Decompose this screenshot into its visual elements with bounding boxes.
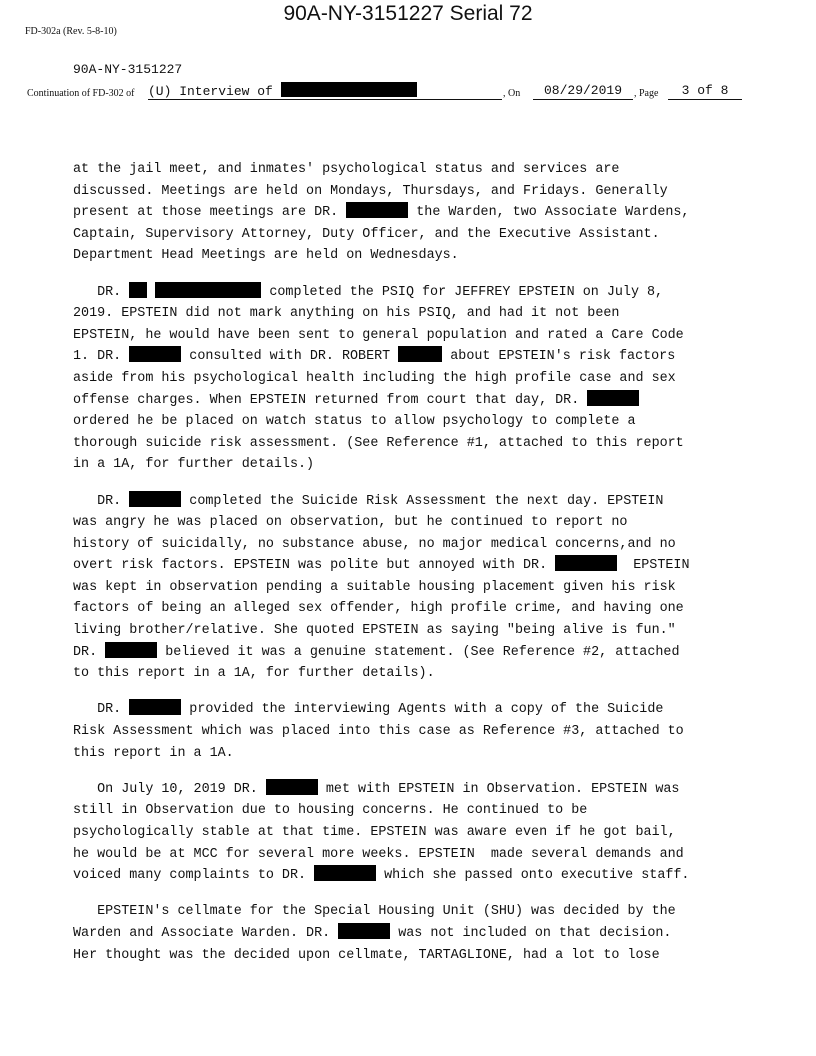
text-line: in a 1A, for further details.) — [73, 457, 315, 473]
document-serial-header: 90A-NY-3151227 Serial 72 — [283, 2, 533, 25]
text-line: living brother/relative. She quoted EPSTEIN as saying "being alive is fun." — [73, 623, 676, 639]
paragraph-4 — [73, 699, 753, 764]
redaction-block — [266, 779, 318, 795]
redaction-block — [346, 202, 408, 218]
text-line: voiced many complaints to DR. — [73, 868, 315, 884]
text-line: DR. — [73, 284, 130, 300]
redaction-block — [314, 865, 376, 881]
page-number: 3 of 8 — [668, 82, 742, 100]
form-revision-id: FD-302a (Rev. 5-8-10) — [25, 26, 117, 37]
text-line: DR. — [73, 702, 130, 718]
text-line: was kept in observation pending a suitable housing placement given his risk — [73, 579, 676, 595]
text-line: completed the PSIQ for JEFFREY EPSTEIN on July 8, — [261, 284, 664, 300]
text-line: to this report in a 1A, for further details). — [73, 666, 435, 682]
redaction-block — [398, 346, 442, 362]
text-line: he would be at MCC for several more weeks. EPSTEIN made several demands and — [73, 846, 684, 862]
text-line: EPSTEIN, he would have been sent to general population and rated a Care Code — [73, 327, 684, 343]
redaction-block — [155, 282, 261, 298]
text-line: provided the interviewing Agents with a copy of the Suicide — [181, 702, 664, 718]
text-line: EPSTEIN's cellmate for the Special Housing Unit (SHU) was decided by the — [73, 904, 676, 920]
text-line: about EPSTEIN's risk factors — [442, 349, 676, 365]
text-line: EPSTEIN — [617, 558, 690, 574]
text-line: consulted with DR. ROBERT — [181, 349, 399, 365]
text-line: Department Head Meetings are held on Wednesdays. — [73, 248, 459, 264]
text-line: 1. DR. — [73, 349, 130, 365]
text-line: this report in a 1A. — [73, 745, 234, 761]
text-line: Captain, Supervisory Attorney, Duty Officer, and the Executive Assistant. — [73, 226, 660, 242]
text-line: Risk Assessment which was placed into this case as Reference #3, attached to — [73, 724, 684, 740]
text-line: completed the Suicide Risk Assessment the next day. EPSTEIN — [181, 493, 664, 509]
redaction-block — [338, 923, 390, 939]
text-line: at the jail meet, and inmates' psychological status and services are — [73, 162, 620, 177]
text-line: 2019. EPSTEIN did not mark anything on his PSIQ, and had it not been — [73, 306, 620, 322]
redaction-block — [129, 699, 181, 715]
text-line: thorough suicide risk assessment. (See Reference #1, attached to this report — [73, 435, 684, 451]
text-line: which she passed onto executive staff. — [376, 868, 690, 884]
text-line: the Warden, two Associate Wardens, — [408, 205, 690, 221]
text-line: history of suicidally, no substance abuse, no major medical concerns,and no — [73, 536, 676, 552]
paragraph-5 — [73, 779, 753, 887]
text-line: discussed. Meetings are held on Mondays, Thursdays, and Fridays. Generally — [73, 183, 668, 199]
text-line: overt risk factors. EPSTEIN was polite but annoyed with DR. — [73, 558, 556, 574]
paragraph-3 — [73, 491, 753, 685]
text-line: DR. — [73, 493, 130, 509]
on-label: , On — [503, 88, 521, 99]
interview-date: 08/29/2019 — [533, 82, 633, 100]
text-line: aside from his psychological health including the high profile case and sex — [73, 370, 676, 386]
text-line: believed it was a genuine statement. (See Reference #2, attached — [157, 644, 680, 660]
redaction-block — [281, 82, 417, 97]
text-line: DR. — [73, 644, 106, 660]
continuation-label: Continuation of FD-302 of — [27, 88, 135, 99]
text-line: psychologically stable at that time. EPSTEIN was aware even if he got bail, — [73, 825, 676, 840]
text-line: met with EPSTEIN in Observation. EPSTEIN was — [317, 781, 680, 797]
paragraph-2 — [73, 282, 753, 476]
text-line: was angry he was placed on observation, but he continued to report no — [73, 515, 628, 531]
text-line: was not included on that decision. — [390, 925, 672, 941]
subject-prefix: (U) Interview of — [148, 84, 273, 99]
text-line: On July 10, 2019 DR. — [73, 781, 266, 797]
file-number: 90A-NY-3151227 — [73, 62, 183, 77]
document-body — [73, 159, 753, 981]
text-line: still in Observation due to housing concerns. He continued to be — [73, 803, 588, 819]
redaction-block — [129, 282, 147, 298]
continuation-line — [27, 82, 747, 102]
page-label: , Page — [634, 88, 659, 99]
paragraph-6 — [73, 901, 753, 966]
redaction-block — [587, 390, 639, 406]
subject-field — [148, 82, 502, 100]
redaction-block — [129, 346, 181, 362]
text-line: offense charges. When EPSTEIN returned from court that day, DR. — [73, 392, 588, 408]
redaction-block — [555, 555, 617, 571]
redaction-block — [105, 642, 157, 658]
paragraph-1 — [73, 159, 753, 267]
text-line: present at those meetings are DR. — [73, 205, 347, 221]
text-line: Warden and Associate Warden. DR. — [73, 925, 339, 941]
redaction-block — [129, 491, 181, 507]
text-line: ordered he be placed on watch status to allow psychology to complete a — [73, 414, 636, 430]
text-line: Her thought was the decided upon cellmate, TARTAGLIONE, had a lot to lose — [73, 947, 660, 963]
text-line: factors of being an alleged sex offender, high profile crime, and having one — [73, 601, 684, 617]
